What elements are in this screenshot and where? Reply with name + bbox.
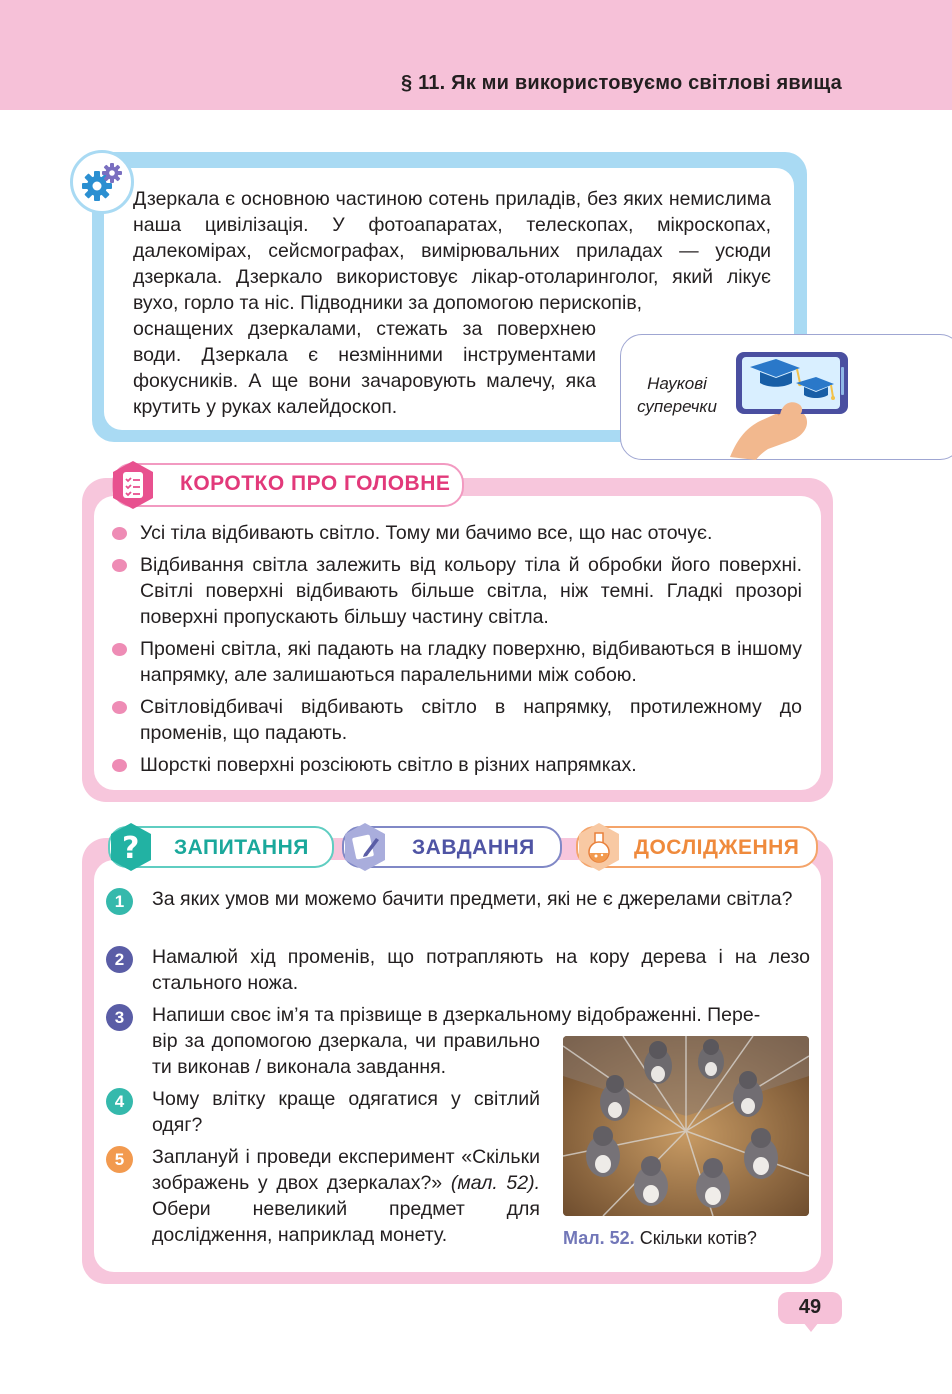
gears-icon	[70, 150, 134, 214]
pencil-note-icon	[340, 822, 390, 872]
question-number: 1	[106, 888, 133, 915]
question-text: Намалюй хід променів, що потрапляють на кору дерева і на лезо стального ножа.	[152, 946, 810, 994]
question-text: Заплануй і проведи експеримент «Скільки зображень у двох дзеркалах?» (мал. 52). Обери невеликий предмет для дослідження, наприклад монету.	[152, 1146, 540, 1246]
bullet-dot	[112, 701, 127, 714]
section-title: § 11. Як ми використовуємо світлові явища	[400, 72, 842, 94]
bullet-dot	[112, 643, 127, 656]
list-item: Шорсткі поверхні розсіюють світло в різних напрямках.	[112, 752, 802, 778]
question-text: За яких умов ми можемо бачити предмети, які не є джерелами світла?	[152, 888, 793, 910]
bullet-dot	[112, 527, 127, 540]
tab-research[interactable]	[576, 826, 818, 868]
svg-text:?: ?	[122, 831, 140, 866]
checklist-icon	[108, 460, 158, 510]
flask-icon	[574, 822, 624, 872]
science-debate-label: Наукові суперечки	[637, 374, 717, 416]
bullet-dot	[112, 759, 127, 772]
list-item: Промені світла, які падають на гладку поверхню, відбиваються в іншому напрямку, але залишаються паралельними між собою.	[112, 636, 802, 688]
question-text-rest: вір за допомогою дзеркала, чи правильно ти виконав / виконала завдання.	[152, 1030, 540, 1078]
summary-title: КОРОТКО ПРО ГОЛОВНЕ	[180, 472, 451, 495]
tab-questions[interactable]	[108, 826, 334, 868]
list-item: Світловідбивачі відбивають світло в напрямку, протилежному до променів, що падають.	[112, 694, 802, 746]
question-number: 2	[106, 946, 133, 973]
page-number-tail	[803, 1322, 819, 1332]
question-mark-icon	[106, 822, 156, 872]
figure-photo-cats-mirrors	[563, 1036, 809, 1216]
phone-graduation-caps-icon	[720, 345, 850, 465]
question-number: 3	[106, 1004, 133, 1031]
summary-list	[112, 520, 802, 784]
figure-caption	[563, 1228, 757, 1249]
tab-research-label: ДОСЛІДЖЕННЯ	[634, 836, 800, 859]
intro-paragraph: Дзеркала є основною частиною сотень приладів, без яких немислима наша цивілізація. У фотоапаратах, телескопах, мікроскопах, далекомірах, сейсмографах, вимірювальних приладах — усюди дзеркала. Дзеркало використовує лікар-отоларинголог, який лікує вухо, горло та ніс. Підводники за допомогою перископів,	[133, 188, 771, 314]
list-item: Усі тіла відбивають світло. Тому ми бачимо все, що нас оточує.	[112, 520, 802, 546]
figure-caption-text: Скільки котів?	[639, 1228, 757, 1248]
question-number: 5	[106, 1146, 133, 1173]
tab-tasks-label: ЗАВДАННЯ	[412, 836, 535, 859]
tab-tasks[interactable]	[342, 826, 562, 868]
list-item: Відбивання світла залежить від кольору тіла й обробки його поверхні. Світлі поверхні відбивають більше світла, ніж темні. Гладкі прозорі поверхні пропускають більшу частину світла.	[112, 552, 802, 630]
question-text-line1: Напиши своє ім’я та прізвище в дзеркальному відображенні. Пере-	[152, 1004, 761, 1026]
tab-questions-label: ЗАПИТАННЯ	[174, 836, 309, 859]
question-text: Чому влітку краще одягатися у світлий одяг?	[152, 1088, 540, 1136]
page-number: 49	[798, 1296, 822, 1318]
intro-paragraph-wrap: оснащених дзеркалами, стежать за поверхнею води. Дзеркала є незмінними інструментами фокусників. А ще вони зачаровують малечу, яка крутить у руках калейдоскоп.	[133, 318, 596, 418]
question-number: 4	[106, 1088, 133, 1115]
figure-label: Мал. 52.	[563, 1228, 635, 1248]
bullet-dot	[112, 559, 127, 572]
